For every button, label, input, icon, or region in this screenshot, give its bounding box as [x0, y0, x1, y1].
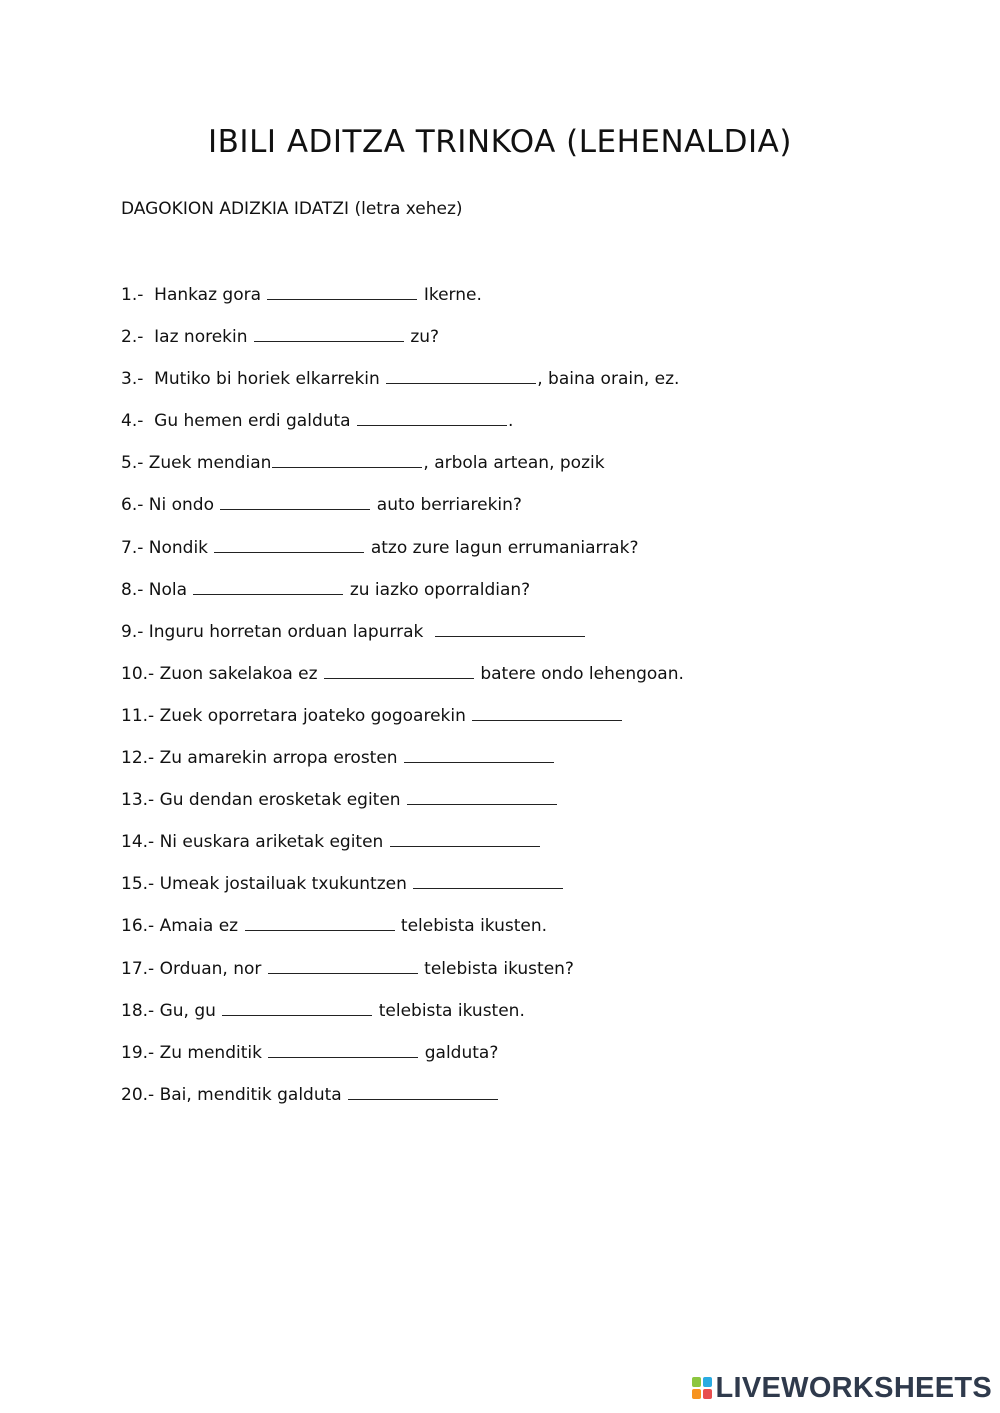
exercise-suffix: telebista ikusten? [418, 958, 574, 979]
exercise-suffix: galduta? [419, 1042, 499, 1063]
answer-blank[interactable] [390, 845, 540, 847]
liveworksheets-logo [692, 1371, 993, 1405]
exercise-item [121, 368, 684, 410]
exercise-item [121, 621, 684, 663]
exercise-suffix: zu? [404, 327, 440, 348]
exercise-item [121, 747, 684, 789]
exercise-prefix: 13.- Gu dendan erosketak egiten [121, 790, 406, 811]
answer-blank[interactable] [267, 298, 417, 300]
exercise-prefix: 16.- Amaia ez [121, 916, 244, 937]
exercise-prefix: 6.- Ni ondo [121, 495, 220, 516]
answer-blank[interactable] [268, 972, 418, 974]
exercise-item [121, 284, 684, 326]
exercise-prefix: 15.- Umeak jostailuak txukuntzen [121, 874, 413, 895]
exercise-item [121, 452, 684, 494]
exercise-item [121, 789, 684, 831]
answer-blank[interactable] [348, 1098, 498, 1100]
exercise-item [121, 579, 684, 621]
exercise-item [121, 663, 684, 705]
exercise-item [121, 831, 684, 873]
exercise-suffix: atzo zure lagun errumaniarrak? [365, 537, 639, 558]
exercise-suffix: , arbola artean, pozik [423, 453, 605, 474]
exercise-prefix: 5.- Zuek mendian [121, 453, 272, 474]
answer-blank[interactable] [272, 466, 422, 468]
exercise-item [121, 1000, 684, 1042]
answer-blank[interactable] [472, 719, 622, 721]
logo-tile-green [692, 1377, 701, 1387]
exercise-prefix: 18.- Gu, gu [121, 1000, 222, 1021]
logo-tile-orange [692, 1389, 701, 1399]
worksheet-title: IBILI ADITZA TRINKOA (LEHENALDIA) [208, 124, 792, 160]
exercise-item [121, 326, 684, 368]
exercise-prefix: 11.- Zuek oporretara joateko gogoarekin [121, 705, 472, 726]
exercise-prefix: 17.- Orduan, nor [121, 958, 267, 979]
worksheet-instruction: DAGOKION ADIZKIA IDATZI (letra xehez) [121, 199, 463, 219]
answer-blank[interactable] [435, 635, 585, 637]
exercise-item [121, 873, 684, 915]
answer-blank[interactable] [254, 340, 404, 342]
answer-blank[interactable] [245, 929, 395, 931]
exercise-item [121, 1084, 684, 1126]
answer-blank[interactable] [220, 508, 370, 510]
exercise-suffix: zu iazko oporraldian? [344, 579, 531, 600]
exercise-prefix: 12.- Zu amarekin arropa erosten [121, 748, 403, 769]
exercise-item [121, 410, 684, 452]
answer-blank[interactable] [324, 677, 474, 679]
answer-blank[interactable] [222, 1014, 372, 1016]
exercise-item [121, 494, 684, 536]
exercise-item [121, 958, 684, 1000]
exercise-suffix: . [508, 411, 514, 432]
logo-text: LIVEWORKSHEETS [715, 1371, 992, 1404]
answer-blank[interactable] [193, 593, 343, 595]
exercise-prefix: 1.- Hankaz gora [121, 285, 267, 305]
exercise-list [121, 284, 684, 1126]
exercise-prefix: 19.- Zu menditik [121, 1042, 268, 1063]
exercise-prefix: 9.- Inguru horretan orduan lapurrak [121, 621, 435, 642]
answer-blank[interactable] [357, 424, 507, 426]
exercise-item [121, 915, 684, 957]
exercise-item [121, 537, 684, 579]
answer-blank[interactable] [214, 551, 364, 553]
answer-blank[interactable] [413, 887, 563, 889]
logo-tile-red [703, 1389, 712, 1399]
liveworksheets-logo-icon [692, 1375, 714, 1401]
answer-blank[interactable] [404, 761, 554, 763]
answer-blank[interactable] [407, 803, 557, 805]
exercise-suffix: batere ondo lehengoan. [474, 663, 684, 684]
exercise-item [121, 705, 684, 747]
exercise-item [121, 1042, 684, 1084]
exercise-prefix: 8.- Nola [121, 579, 193, 600]
exercise-prefix: 4.- Gu hemen erdi galduta [121, 411, 356, 432]
exercise-prefix: 3.- Mutiko bi horiek elkarrekin [121, 369, 386, 390]
answer-blank[interactable] [386, 382, 536, 384]
exercise-prefix: 14.- Ni euskara ariketak egiten [121, 832, 389, 853]
logo-tile-blue [703, 1377, 712, 1387]
exercise-prefix: 2.- Iaz norekin [121, 327, 253, 348]
exercise-suffix: telebista ikusten. [395, 916, 548, 937]
exercise-suffix: auto berriarekin? [371, 495, 522, 516]
exercise-suffix: telebista ikusten. [373, 1000, 525, 1021]
exercise-prefix: 7.- Nondik [121, 537, 214, 558]
exercise-suffix: , baina orain, ez. [537, 369, 680, 390]
exercise-prefix: 10.- Zuon sakelakoa ez [121, 663, 323, 684]
exercise-suffix: Ikerne. [418, 285, 482, 305]
exercise-prefix: 20.- Bai, menditik galduta [121, 1084, 348, 1105]
answer-blank[interactable] [268, 1056, 418, 1058]
